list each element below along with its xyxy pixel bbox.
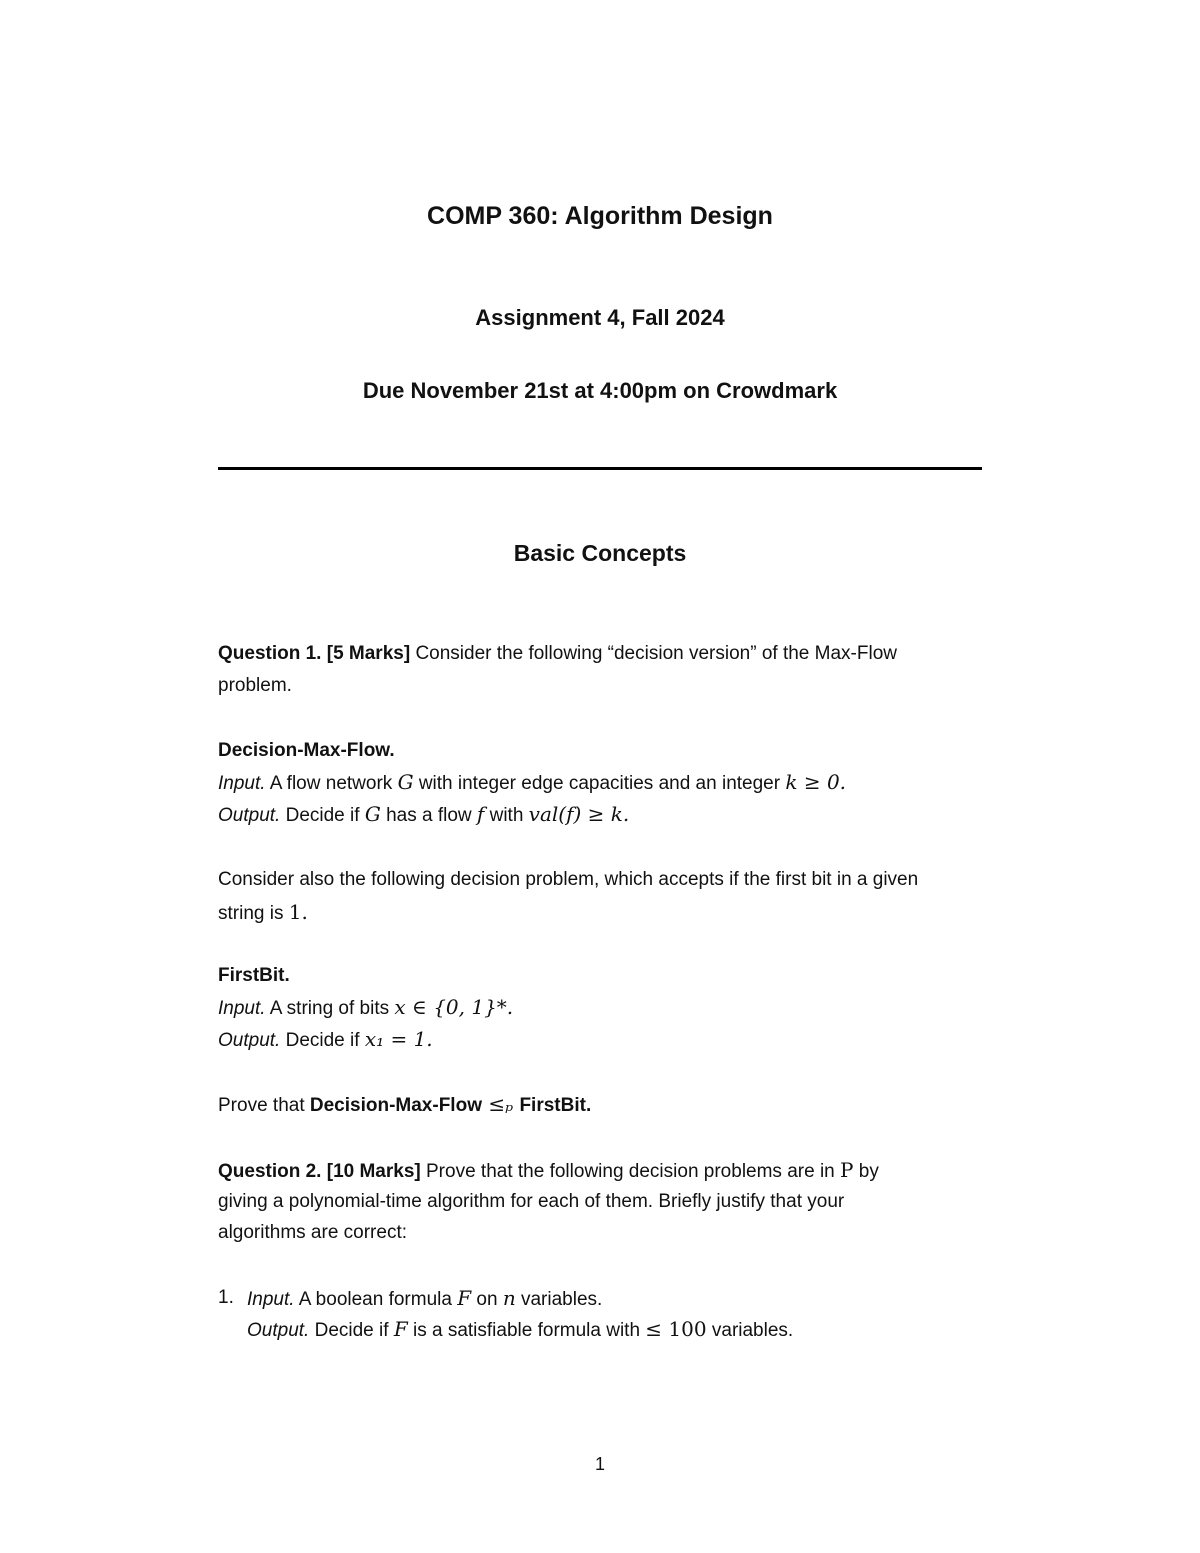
- course-title: COMP 360: Algorithm Design: [427, 202, 773, 230]
- math-G-2: G: [364, 802, 381, 826]
- also-text-2: string is: [218, 903, 289, 924]
- math-n: n: [502, 1286, 516, 1310]
- prove-problem-b: FirstBit.: [519, 1095, 592, 1116]
- firstbit-output-line: [218, 1025, 433, 1053]
- math-G: G: [397, 770, 414, 794]
- math-reduction-op: ≤ₚ: [481, 1092, 520, 1116]
- q1-intro-text: Consider the following “decision version” of the Max-Flow: [410, 643, 897, 664]
- assignment-title: Assignment 4, Fall 2024: [475, 305, 725, 330]
- prove-problem-a: Decision-Max-Flow: [309, 1095, 482, 1116]
- math-F-2: F: [393, 1317, 408, 1341]
- problem-name-decision-max-flow: Decision-Max-Flow.: [218, 740, 395, 761]
- q2-text-b: by: [853, 1161, 879, 1182]
- fb-input-label: Input.: [218, 998, 266, 1019]
- q2-text-line3: algorithms are correct:: [218, 1222, 408, 1243]
- math-x1-eq-1: x₁ = 1.: [364, 1027, 433, 1051]
- list-item-number: 1.: [218, 1287, 234, 1308]
- also-text: Consider also the following decision problem, which accepts if the first bit in a given: [218, 869, 919, 890]
- q1-also-line2: [218, 898, 308, 926]
- q1-prove-line: [218, 1090, 591, 1118]
- q1-intro-text-2: problem.: [218, 675, 292, 696]
- list-item-input: [247, 1284, 602, 1312]
- input-label: Input.: [218, 773, 266, 794]
- output-label: Output.: [218, 805, 281, 826]
- q2-label: Question 2. [10 Marks]: [218, 1161, 421, 1182]
- output-text-c: with: [484, 805, 529, 826]
- item-output-label: Output.: [247, 1320, 310, 1341]
- q2-text-line2: giving a polynomial-time algorithm for each of them. Briefly justify that your: [218, 1191, 845, 1212]
- q1-output-line: [218, 800, 629, 828]
- fb-output-label: Output.: [218, 1030, 281, 1051]
- fb-output-text: Decide if: [280, 1030, 365, 1051]
- section-heading: Basic Concepts: [513, 540, 687, 566]
- q2-text-a: Prove that the following decision problems are in: [420, 1161, 841, 1182]
- firstbit-input-line: [218, 993, 513, 1021]
- item-input-c: variables.: [515, 1289, 603, 1310]
- item-input-a: A boolean formula: [294, 1289, 458, 1310]
- math-leq-100: ≤ 100: [645, 1317, 707, 1341]
- item-output-c: variables.: [706, 1320, 794, 1341]
- q1-intro-line1: [218, 640, 897, 668]
- output-text-a: Decide if: [280, 805, 365, 826]
- problem-name-firstbit: FirstBit.: [218, 965, 290, 986]
- math-x-in-set: x ∈ {0, 1}*.: [394, 995, 514, 1019]
- input-text-a: A flow network: [265, 773, 398, 794]
- q1-problem-name: [218, 737, 395, 765]
- q2-line3: [218, 1219, 407, 1247]
- q2-line1: [218, 1156, 879, 1184]
- math-f: f: [476, 802, 485, 826]
- math-k-geq-0: k ≥ 0.: [785, 770, 847, 794]
- horizontal-rule: [218, 467, 982, 470]
- math-val-f: val(f) ≥ k.: [528, 802, 630, 826]
- item-output-b: is a satisfiable formula with: [407, 1320, 646, 1341]
- item-input-b: on: [471, 1289, 503, 1310]
- page-number: 1: [594, 1454, 605, 1474]
- q1-label: Question 1. [5 Marks]: [218, 643, 411, 664]
- firstbit-name: [218, 962, 290, 990]
- math-one: 1.: [288, 900, 308, 924]
- list-item-output: [247, 1315, 793, 1343]
- q1-also-line1: [218, 866, 918, 894]
- prove-text: Prove that: [218, 1095, 310, 1116]
- due-date: Due November 21st at 4:00pm on Crowdmark: [362, 378, 838, 403]
- input-text-b: with integer edge capacities and an integer: [413, 773, 786, 794]
- math-P: P: [840, 1158, 854, 1182]
- item-input-label: Input.: [247, 1289, 295, 1310]
- q1-intro-line2: [218, 672, 292, 700]
- math-F: F: [457, 1286, 472, 1310]
- fb-input-text: A string of bits: [265, 998, 395, 1019]
- item-output-a: Decide if: [309, 1320, 394, 1341]
- q1-input-line: [218, 768, 846, 796]
- q2-line2: [218, 1188, 844, 1216]
- output-text-b: has a flow: [380, 805, 477, 826]
